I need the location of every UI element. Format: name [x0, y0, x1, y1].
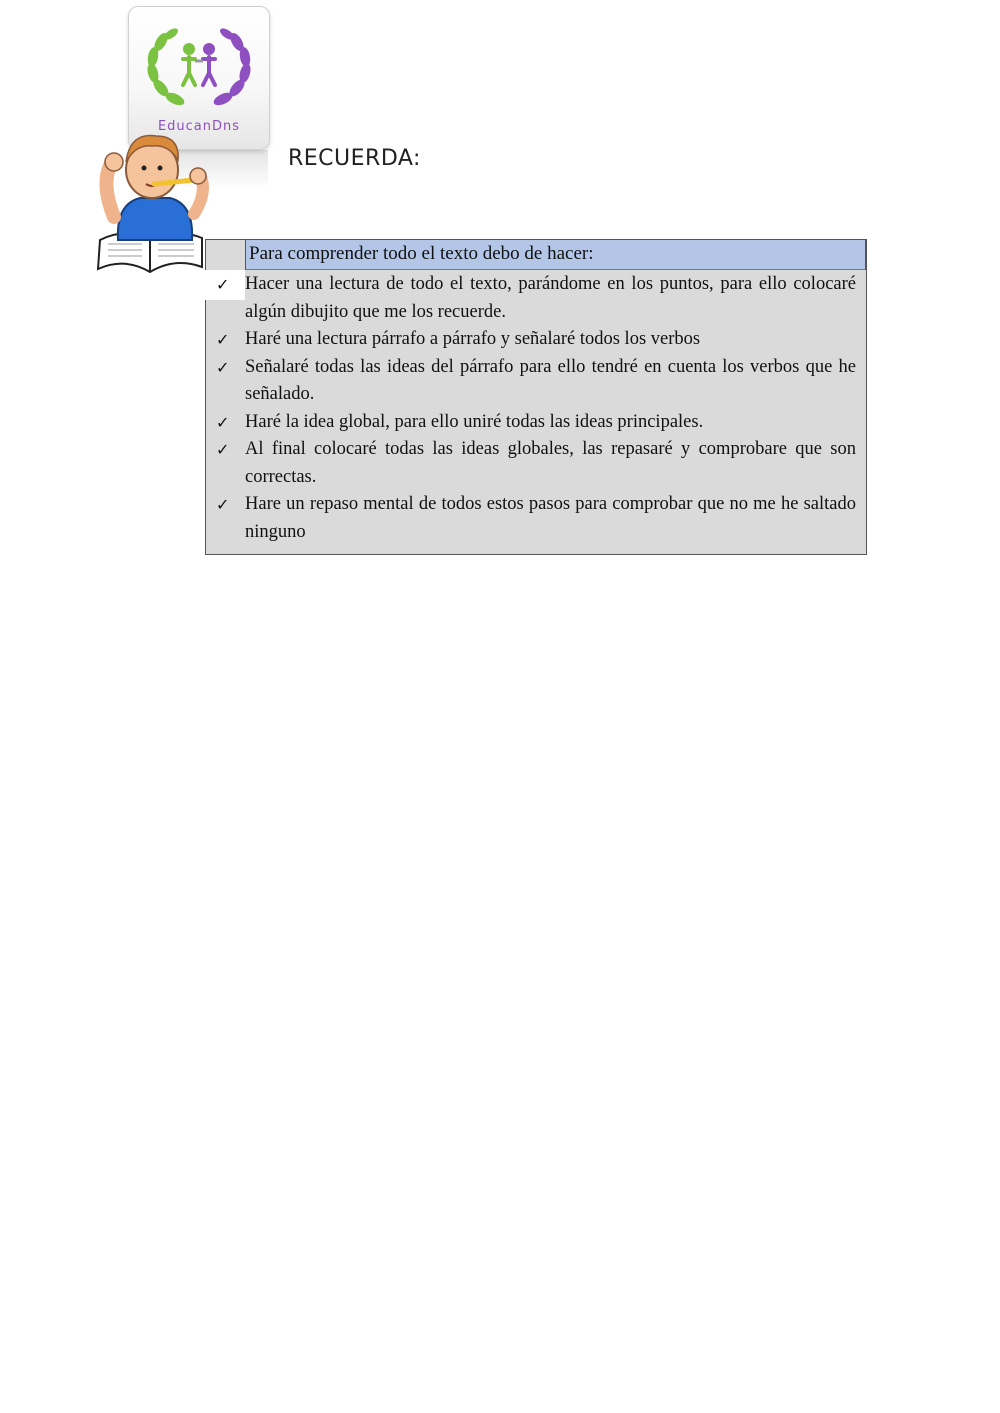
logo-text: EducanDns — [157, 119, 241, 134]
check-icon: ✓ — [216, 330, 230, 349]
recuerda-heading: RECUERDA: — [288, 146, 421, 171]
instructions-list — [206, 271, 856, 546]
check-icon: ✓ — [216, 495, 230, 514]
list-item: ✓ Hare un repaso mental de todos estos pasos para comprobar que no me he saltado ninguno — [206, 491, 856, 546]
list-item: ✓ Al final colocaré todas las ideas globales, las repasaré y comprobare que son correctas. — [206, 436, 856, 491]
thinking-kid-illustration — [90, 122, 210, 277]
list-item: ✓ Haré la idea global, para ello uniré todas las ideas principales. — [206, 409, 856, 437]
list-item: ✓ Señalaré todas las ideas del párrafo para ello tendré en cuenta los verbos que he señalado. — [206, 354, 856, 409]
list-item: ✓ Haré una lectura párrafo a párrafo y señalaré todos los verbos — [206, 326, 856, 354]
list-item: ✓ Hacer una lectura de todo el texto, parándome en los puntos, para ello colocaré algún dibujito que me los recuerde. — [206, 271, 856, 326]
check-icon: ✓ — [216, 275, 230, 294]
laurel-icon — [129, 7, 269, 119]
check-icon: ✓ — [216, 440, 230, 459]
instructions-title: Para comprender todo el texto debo de hacer: — [245, 239, 866, 270]
check-icon: ✓ — [216, 412, 230, 432]
check-icon: ✓ — [216, 357, 230, 377]
